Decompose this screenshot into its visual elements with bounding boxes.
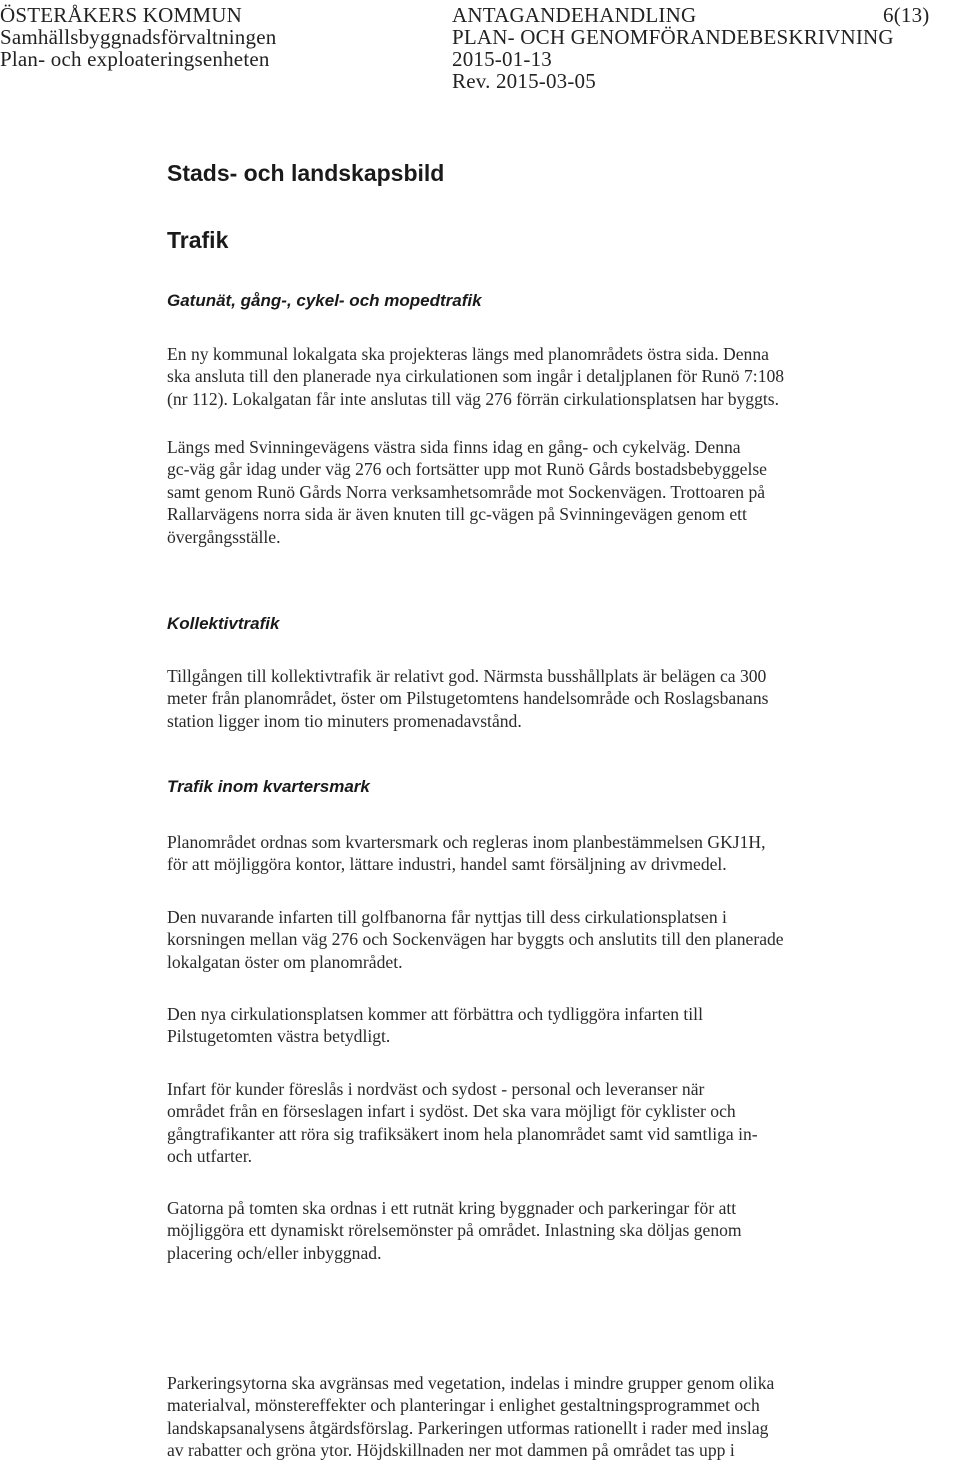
paragraph-infart-kunder (167, 1078, 957, 1168)
paragraph-line: placering och/eller inbyggnad. (167, 1242, 382, 1263)
paragraph-kollektivtrafik (167, 665, 957, 732)
paragraph-line: Infart för kunder föreslås i nordväst och sydost - personal och leveranser när (167, 1079, 705, 1099)
paragraph-line: Planområdet ordnas som kvartersmark och regleras inom planbestämmelsen GKJ1H, (167, 832, 766, 852)
paragraph-infart-golfbanor (167, 906, 957, 973)
heading-kollektivtrafik: Kollektivtrafik (167, 614, 280, 633)
paragraph-line: samt genom Runö Gårds Norra verksamhetsområde mot Sockenvägen. Trottoaren på (167, 481, 766, 502)
paragraph-line: möjliggöra ett dynamiskt rörelsemönster på området. Inlastning ska döljas genom (167, 1220, 742, 1241)
paragraph-kvartersmark (167, 831, 957, 876)
header-doc-status: ANTAGANDEHANDLING (452, 3, 697, 27)
paragraph-line: och utfarter. (167, 1146, 252, 1167)
header-doc-date: 2015-01-13 (452, 47, 552, 71)
paragraph-line: station ligger inom tio minuters promenadavstånd. (167, 710, 522, 731)
header-department: Samhällsbyggnadsförvaltningen (0, 25, 277, 49)
heading-trafik-kvartersmark: Trafik inom kvartersmark (167, 777, 370, 796)
paragraph-line: övergångsställe. (167, 526, 281, 547)
paragraph-line: Längs med Svinningevägens västra sida finns idag en gång- och cykelväg. Denna (167, 437, 741, 457)
paragraph-line: området från en förseslagen infart i sydöst. Det ska vara möjligt för cyklister och (167, 1101, 736, 1122)
header-unit: Plan- och exploateringsenheten (0, 47, 270, 71)
header-document-info (452, 4, 894, 92)
heading-trafik: Trafik (167, 227, 229, 253)
paragraph-cirkulationsplats (167, 1003, 957, 1048)
paragraph-line: En ny kommunal lokalgata ska projekteras längs med planområdets östra sida. Denna (167, 344, 769, 364)
paragraph-gc-vag (167, 436, 957, 548)
paragraph-line: Gatorna på tomten ska ordnas i ett rutnät kring byggnader och parkeringar för att (167, 1198, 737, 1218)
header-page-number: 6(13) (883, 3, 930, 27)
paragraph-parkering (167, 1372, 957, 1462)
paragraph-line: (nr 112). Lokalgatan får inte anslutas till väg 276 förrän cirkulationsplatsen har byggts. (167, 388, 780, 409)
paragraph-line: Pilstugetomten västra betydligt. (167, 1026, 391, 1047)
paragraph-line: materialval, mönstereffekter och planteringar i enlighet gestaltningsprogrammet och (167, 1395, 760, 1416)
paragraph-line: Den nuvarande infarten till golfbanorna får nyttjas till dess cirkulationsplatsen i (167, 907, 727, 927)
header-doc-revision: Rev. 2015-03-05 (452, 69, 596, 93)
paragraph-lokalgata (167, 343, 957, 410)
header-organization (0, 4, 276, 70)
paragraph-line: av rabatter och gröna ytor. Höjdskillnaden ner mot dammen på området tas upp i (167, 1440, 735, 1461)
header-municipality: ÖSTERÅKERS KOMMUN (0, 3, 243, 27)
paragraph-line: Den nya cirkulationsplatsen kommer att förbättra och tydliggöra infarten till (167, 1004, 703, 1024)
paragraph-line: lokalgatan öster om planområdet. (167, 951, 403, 972)
paragraph-line: Rallarvägens norra sida är även knuten till gc-vägen på Svinningevägen genom ett (167, 504, 747, 525)
paragraph-line: ska ansluta till den planerade nya cirkulationen som ingår i detaljplanen för Runö 7:108 (167, 366, 785, 387)
heading-gatunat: Gatunät, gång-, cykel- och mopedtrafik (167, 291, 482, 310)
paragraph-gator (167, 1197, 957, 1264)
paragraph-line: Tillgången till kollektivtrafik är relativt god. Närmsta busshållplats är belägen ca 300 (167, 666, 767, 686)
paragraph-line: gångtrafikanter att röra sig trafiksäkert inom hela planområdet samt vid samtliga in- (167, 1123, 758, 1144)
paragraph-line: meter från planområdet, öster om Pilstugetomtens handelsområde och Roslagsbanans (167, 688, 769, 709)
paragraph-line: för att möjliggöra kontor, lättare industri, handel samt försäljning av drivmedel. (167, 854, 727, 875)
paragraph-line: korsningen mellan väg 276 och Sockenvägen har byggts och anslutits till den planerade (167, 929, 784, 950)
header-doc-title: PLAN- OCH GENOMFÖRANDEBESKRIVNING (452, 25, 894, 49)
paragraph-line: Parkeringsytorna ska avgränsas med vegetation, indelas i mindre grupper genom olika (167, 1373, 775, 1393)
heading-stads-landskapsbild: Stads- och landskapsbild (167, 160, 445, 186)
document-header (0, 4, 960, 104)
paragraph-line: gc-väg går idag under väg 276 och fortsätter upp mot Runö Gårds bostadsbebyggelse (167, 459, 767, 480)
paragraph-line: landskapsanalysens åtgärdsförslag. Parkeringen utformas rationellt i rader med inslag (167, 1417, 769, 1438)
